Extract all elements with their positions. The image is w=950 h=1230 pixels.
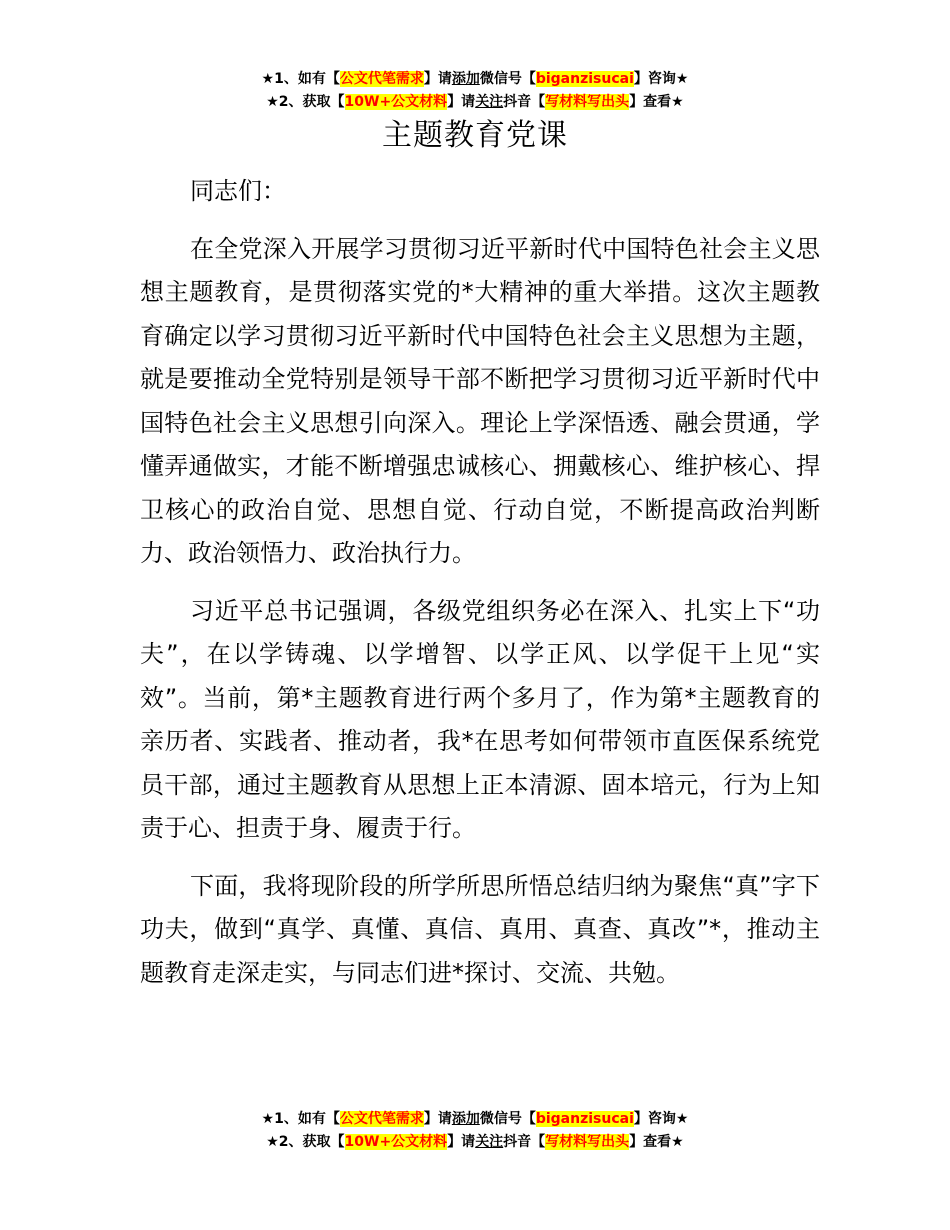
banner-line-2 [0, 91, 950, 114]
banner-text: 】请 [423, 1111, 452, 1127]
header-banner [0, 68, 950, 114]
banner-text: ★1、如有【 [261, 1111, 340, 1127]
highlight-douyin-account: 写材料写出头 [545, 94, 630, 110]
document-body [140, 170, 820, 995]
banner-line-1 [0, 1108, 950, 1131]
banner-text: 】咨询★ [633, 1111, 689, 1127]
banner-text-underlined: 添加 [451, 1111, 480, 1127]
banner-text: 】请 [447, 1134, 476, 1150]
banner-text: 】查看★ [629, 1134, 684, 1150]
banner-line-2 [0, 1131, 950, 1154]
banner-text-underlined: 关注 [475, 94, 504, 110]
paragraph: 习近平总书记强调，各级党组织务必在深入、扎实上下“功夫”，在以学铸魂、以学增智、以学正风、以学促干上见“实效”。当前，第*主题教育进行两个多月了，作为第*主题教育的亲历者、实践者、推动者，我*在思考如何带领市直医保系统党员干部，通过主题教育从思想上正本清源、固本培元，行为上知责于心、担责于身、履责于行。 [140, 596, 820, 842]
banner-text: ★2、获取【 [266, 1134, 345, 1150]
highlight-wechat-id: biganzisucai [535, 71, 634, 87]
footer-banner [0, 1108, 950, 1154]
highlight-wechat-id: biganzisucai [535, 1111, 634, 1127]
highlight-materials: 10W+公文材料 [344, 1134, 448, 1150]
banner-line-1 [0, 68, 950, 91]
banner-text: ★2、获取【 [266, 94, 345, 110]
paragraph: 在全党深入开展学习贯彻习近平新时代中国特色社会主义思想主题教育，是贯彻落实党的*大精神的重大举措。这次主题教育确定以学习贯彻习近平新时代中国特色社会主义思想为主题，就是要推动全党特别是领导干部不断把学习贯彻习近平新时代中国特色社会主义思想引向深入。理论上学深悟透、融会贯通，学懂弄通做实，才能不断增强忠诚核心、拥戴核心、维护核心、捍卫核心的政治自觉、思想自觉、行动自觉，不断提高政治判断力、政治领悟力、政治执行力。 [140, 234, 820, 567]
banner-text-underlined: 添加 [451, 71, 480, 87]
banner-text: 抖音【 [503, 94, 546, 110]
highlight-douyin-account: 写材料写出头 [545, 1134, 630, 1150]
highlight-materials: 10W+公文材料 [344, 94, 448, 110]
banner-text: 】请 [423, 71, 452, 87]
banner-text: ★1、如有【 [261, 71, 340, 87]
banner-text: 】查看★ [629, 94, 684, 110]
banner-text: 】请 [447, 94, 476, 110]
document-title: 主题教育党课 [382, 118, 568, 153]
highlight-service: 公文代笔需求 [339, 1111, 424, 1127]
salutation: 同志们： [190, 177, 286, 205]
banner-text: 微信号【 [479, 71, 536, 87]
banner-text: 】咨询★ [633, 71, 689, 87]
banner-text: 抖音【 [503, 1134, 546, 1150]
highlight-service: 公文代笔需求 [339, 71, 424, 87]
banner-text-underlined: 关注 [475, 1134, 504, 1150]
banner-text: 微信号【 [479, 1111, 536, 1127]
paragraph: 下面，我将现阶段的所学所思所悟总结归纳为聚焦“真”字下功夫，做到“真学、真懂、真信、真用、真查、真改”*，推动主题教育走深走实，与同志们进*探讨、交流、共勉。 [140, 871, 820, 987]
